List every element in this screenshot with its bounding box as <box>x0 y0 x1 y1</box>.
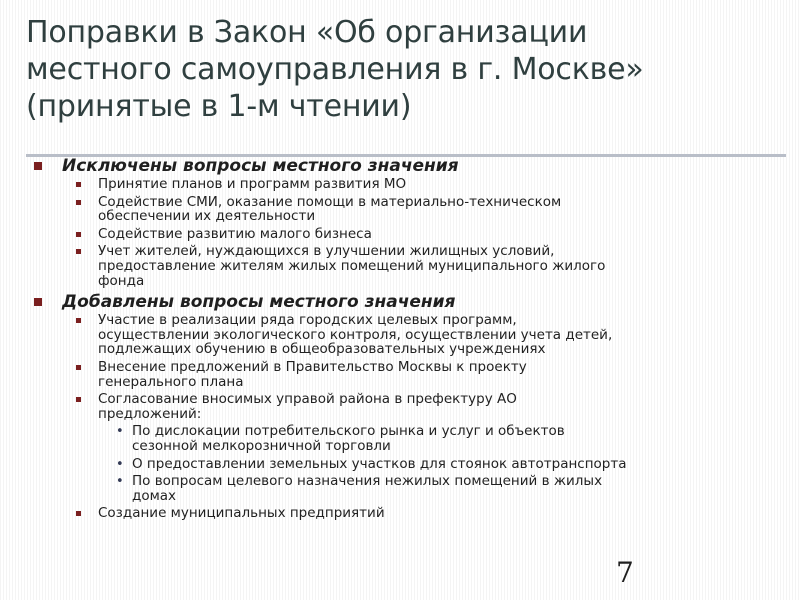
list-item-text: Внесение предложений в Правительство Москвы к проекту генерального плана <box>98 358 527 390</box>
list-item <box>32 391 772 423</box>
sub-list-item <box>32 473 772 505</box>
section-added <box>32 292 772 523</box>
sub-list-item-text: О предоставлении земельных участков для стоянок автотранспорта <box>132 455 627 472</box>
sub-item-list <box>32 423 772 505</box>
small-square-bullet-icon <box>76 365 81 370</box>
slide-title <box>26 14 786 125</box>
small-square-bullet-icon <box>76 249 81 254</box>
list-item <box>32 194 772 226</box>
item-list <box>32 176 772 290</box>
section-heading <box>32 292 772 312</box>
section-excluded <box>32 156 772 290</box>
square-bullet-icon <box>34 162 42 170</box>
sub-list-item-text: По вопросам целевого назначения нежилых помещений в жилых домах <box>132 473 603 504</box>
section-heading-text: Добавлены вопросы местного значения <box>62 292 456 313</box>
section-heading-text: Исключены вопросы местного значения <box>62 156 459 176</box>
item-list <box>32 505 772 523</box>
list-item <box>32 226 772 244</box>
slide-content <box>32 156 772 523</box>
list-item <box>32 312 772 359</box>
list-item <box>32 359 772 391</box>
small-square-bullet-icon <box>76 511 81 516</box>
item-list <box>32 312 772 423</box>
sub-list-item-text: По дислокации потребительского рынка и услуг и объектов сезонной мелкорозничной торговли <box>132 423 565 454</box>
title-line-3: (принятые в 1-м чтении) <box>26 89 412 124</box>
small-square-bullet-icon <box>76 182 81 187</box>
dot-bullet-icon: • <box>116 474 124 490</box>
small-square-bullet-icon <box>76 318 81 323</box>
list-item <box>32 505 772 523</box>
sub-list-item <box>32 423 772 455</box>
small-square-bullet-icon <box>76 397 81 402</box>
title-line-1: Поправки в Закон «Об организации <box>26 15 588 50</box>
dot-bullet-icon: • <box>116 424 124 440</box>
square-bullet-icon <box>34 298 42 306</box>
list-item-text: Создание муниципальных предприятий <box>98 505 385 522</box>
list-item-text: Участие в реализации ряда городских целевых программ, осуществлении экологического контроля, осуществлении учета детей, подлежащих обучению в общеобразовательных учреждениях <box>98 312 613 358</box>
list-item-text: Содействие развитию малого бизнеса <box>98 225 372 242</box>
list-item-text: Принятие планов и программ развития МО <box>98 176 407 192</box>
page-number: 7 <box>616 556 634 589</box>
section-heading <box>32 156 772 176</box>
title-line-2: местного самоуправления в г. Москве» <box>26 52 644 87</box>
small-square-bullet-icon <box>76 200 81 205</box>
dot-bullet-icon: • <box>116 456 124 472</box>
list-item-text: Учет жителей, нуждающихся в улучшении жилищных условий, предоставление жителям жилых помещений муниципального жилого фонда <box>98 243 606 289</box>
small-square-bullet-icon <box>76 232 81 237</box>
list-item <box>32 243 772 290</box>
list-item-text: Содействие СМИ, оказание помощи в материально-техническом обеспечении их деятельности <box>98 193 562 225</box>
sub-list-item <box>32 456 772 474</box>
list-item <box>32 176 772 194</box>
list-item-text: Согласование вносимых управой района в префектуру АО предложений: <box>98 391 517 422</box>
